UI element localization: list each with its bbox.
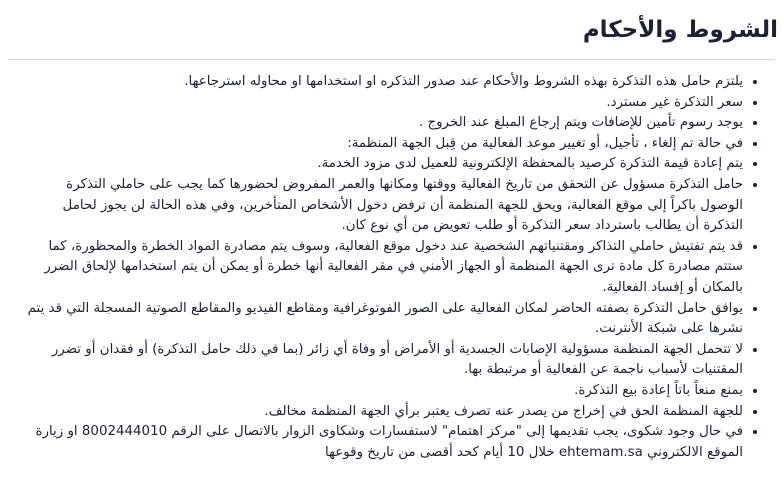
terms-item: • لا تتحمل الجهة المنظمة مسؤولية الإصابات الجسدية أو الأمراض أو وفاة أي زائر (بما في ذلك حامل التذكرة) أو فقدان أو تضرر المقتنيات لأسباب ناجمة عن الفعالية أو مرتبطة بها.: [21, 340, 743, 381]
terms-item: • يتم إعادة قيمة التذكرة كرصيد بالمحفظة الإلكترونية للعميل لدى مزود الخدمة.: [21, 154, 743, 175]
terms-item: • في حالة تم إلغاء ، تأجيل، أو تغيير موعد الفعالية من قِبل الجهة المنظمة:: [21, 134, 743, 155]
terms-item: • حامل التذكرة مسؤول عن التحقق من تاريخ الفعالية ووقتها ومكانها والعمر المفروض لحضورها كما يجب على حاملي التذكرة الوصول باكراً إلى موقع الفعالية، ويحق للجهة المنظمة أن ترفض دخول الأشخاص المتأخرين، وفي هذه الحالة لن يجوز لحامل التذكرة أن يطالب باسترداد سعر التذكرة أو طلب تعويض من أي نوع كان.: [21, 175, 743, 237]
terms-item: • يوافق حامل التذكرة بصفته الحاضر لمكان الفعالية على الصور الفوتوغرافية ومقاطع الفيديو والمقاطع الصوتية المسجلة التي قد يتم نشرها على شبكة الأنترنت.: [21, 299, 743, 340]
terms-item: • يلتزم حامل هذه التذكرة بهذه الشروط والأحكام عند صدور التذكره او استخدامها او محاوله استرجاعها.: [21, 72, 743, 93]
title-divider: [8, 59, 775, 60]
terms-item: • قد يتم تفتيش حاملي التذاكر ومقتنياتهم الشخصية عند دخول موقع الفعالية، وسوف يتم مصادرة المواد الخطرة والمحظورة، كما ستتم مصادرة كل مادة ترى الجهة المنظمة أو الجهاز الأمني في مقر الفعالية أنها خطرة أو يمكن أن يتم استخدامها لإلحاق الضرر بالمكان أو إفساد الفعالية.: [21, 237, 743, 299]
page-title: الشروط والأحكام: [582, 17, 778, 43]
terms-item: • يمنع منعاً باتاً إعادة بيع التذكرة.: [21, 381, 743, 402]
terms-item: • في حال وجود شكوى، يجب تقديمها إلى "مركز اهتمام" لاستفسارات وشكاوى الزوار بالاتصال على الرقم 8002444010 او زيارة الموقع الالكتروني ehtemam.sa خلال 10 أيام كحد أقصى من تاريخ وقوعها: [21, 422, 743, 463]
terms-item: • للجهة المنظمة الحق في إخراج من يصدر عنه تصرف يعتبر برأي الجهة المنظمة مخالف.: [21, 402, 743, 423]
terms-item: • سعر التذكرة غير مسترد.: [21, 93, 743, 114]
terms-list: [21, 72, 761, 463]
terms-item: • يوجد رسوم تأمين للإضافات ويتم إرجاع المبلغ عند الخروج .: [21, 113, 743, 134]
